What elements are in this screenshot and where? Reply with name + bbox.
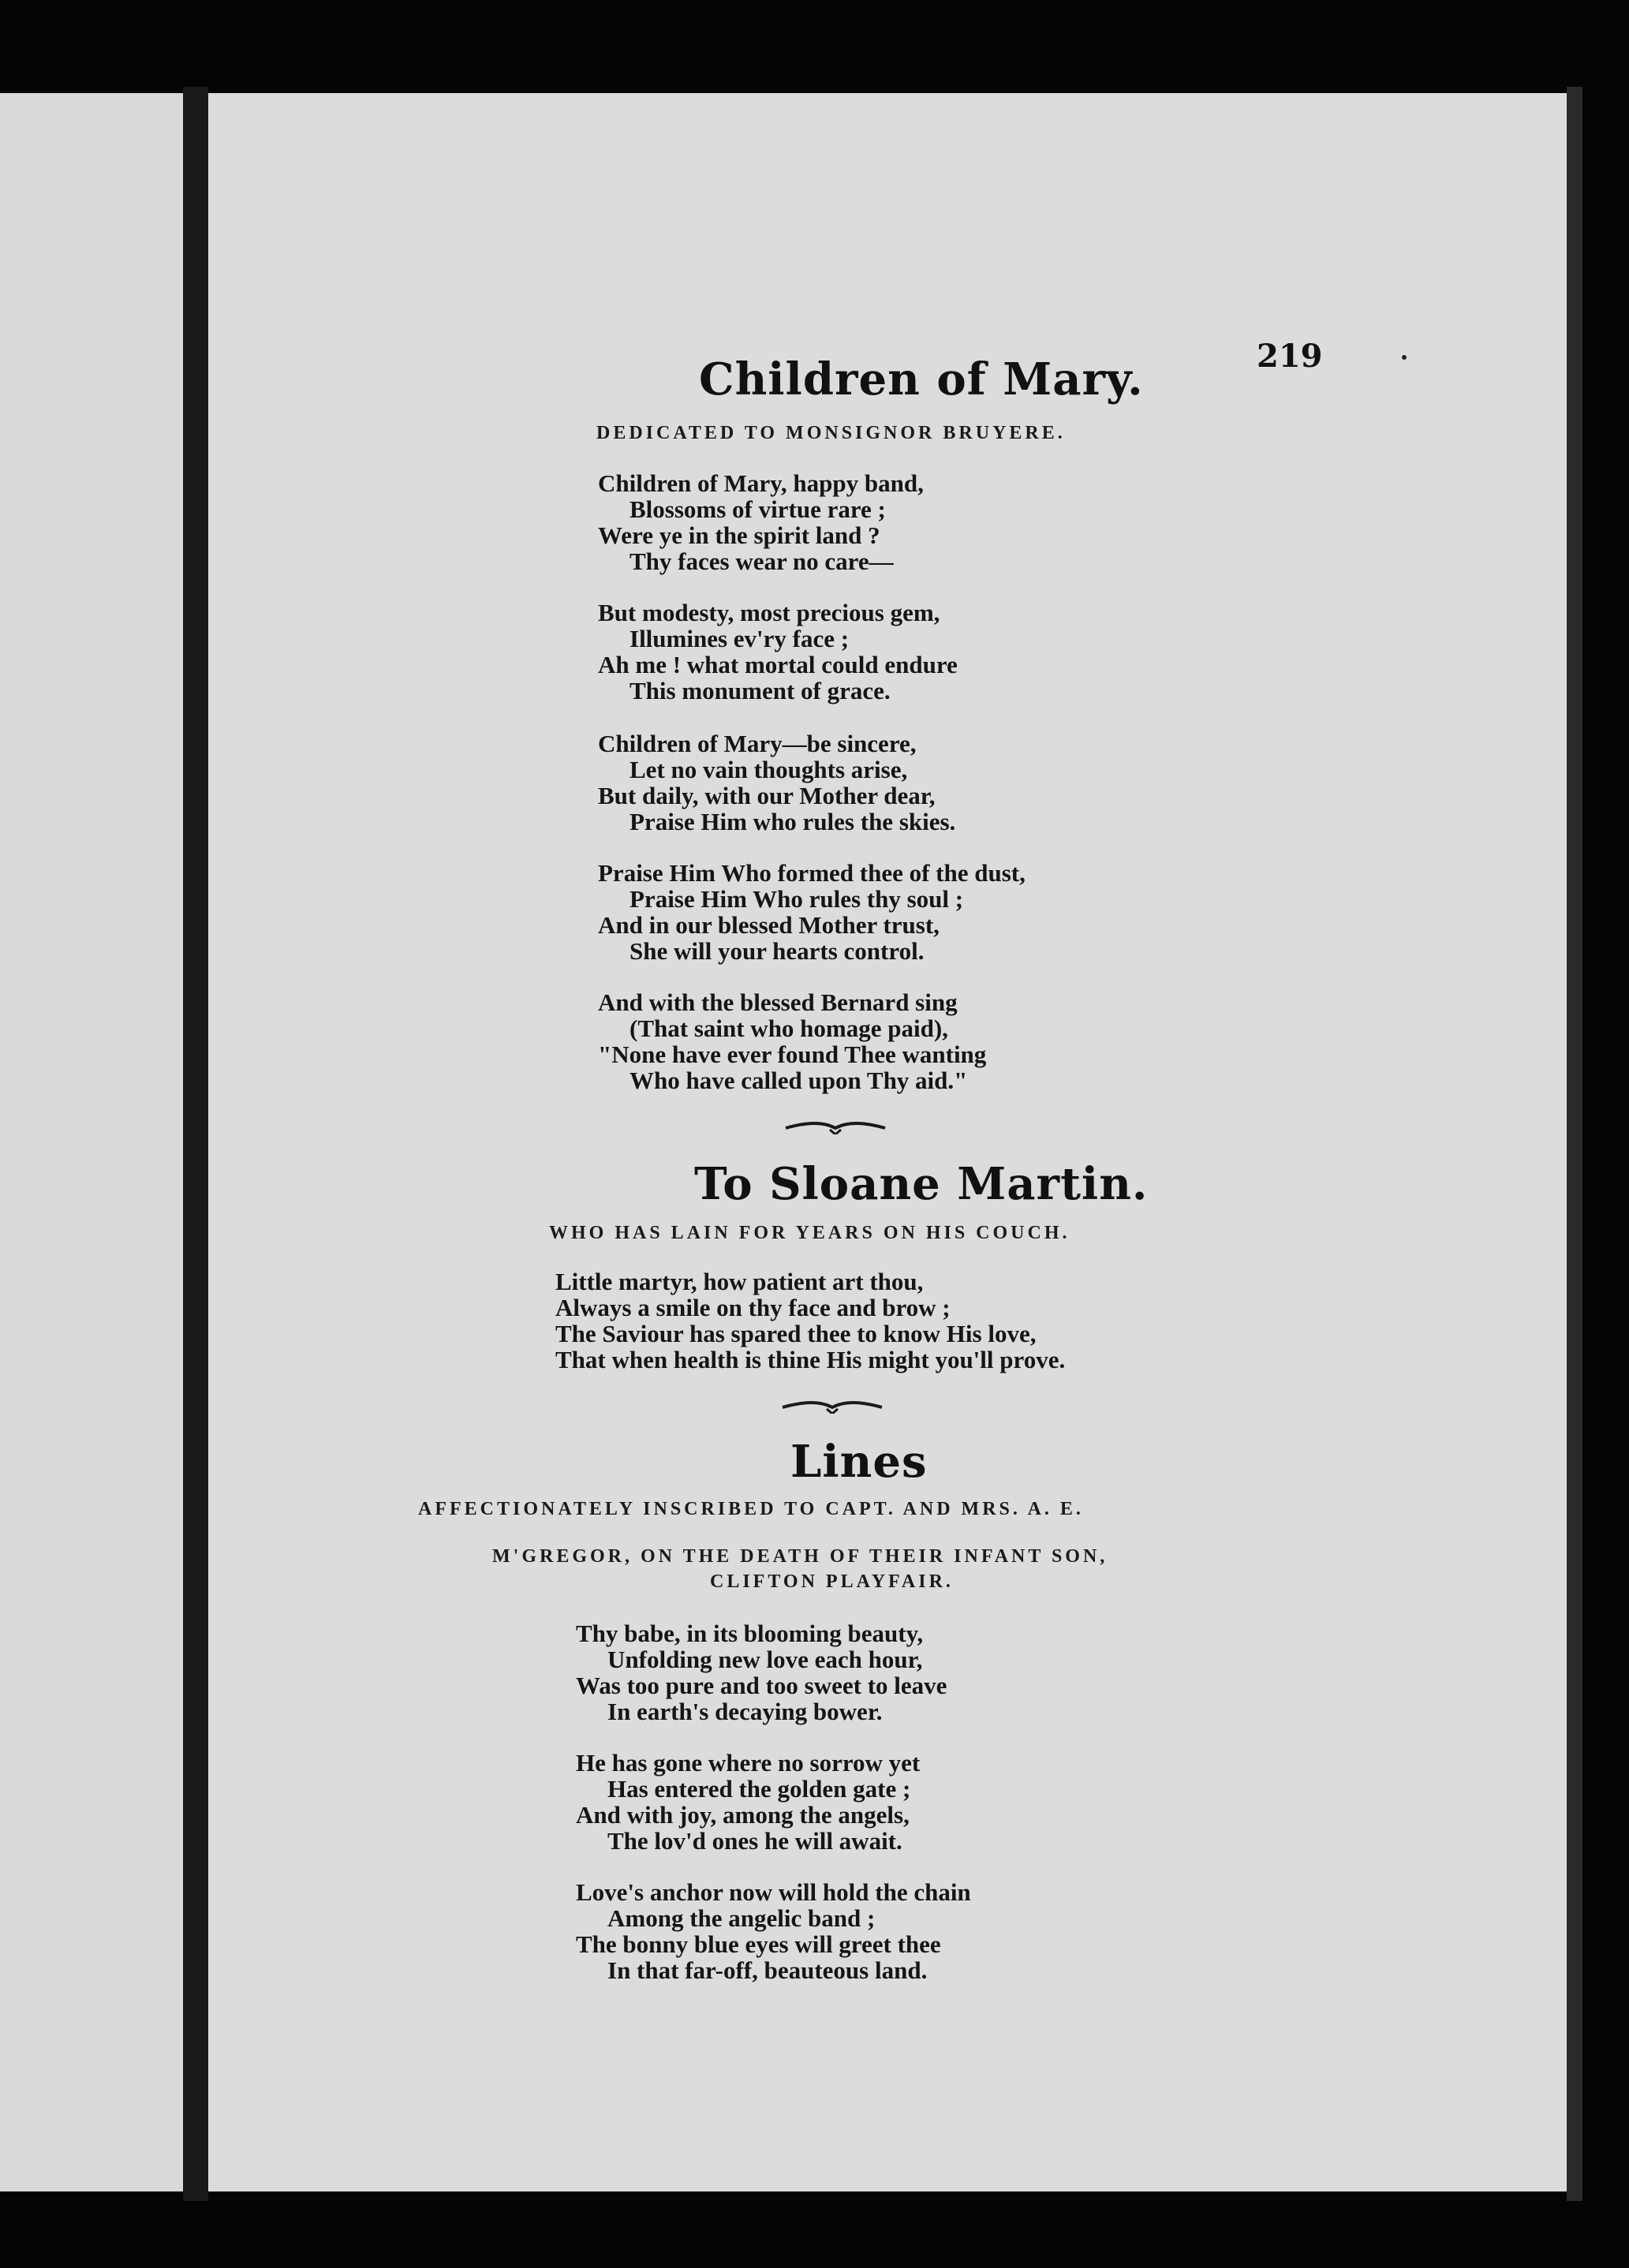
stanza [598, 860, 1026, 964]
stanza [555, 1269, 1065, 1373]
verse-line: Children of Mary—be sincere, [598, 730, 917, 757]
verse-line: Praise Him Who formed thee of the dust, [598, 859, 1026, 887]
poem-title: To Sloane Martin. [694, 1158, 1149, 1210]
ink-speck [1402, 355, 1407, 360]
poem-dedication: AFFECTIONATELY INSCRIBED TO CAPT. AND MRS. A. E. [418, 1499, 1084, 1519]
verse-line: In earth's decaying bower. [607, 1698, 883, 1725]
stanza [576, 1750, 920, 1854]
book-page [208, 93, 1567, 2191]
stanza [576, 1879, 971, 1983]
verse-line: Little martyr, how patient art thou, [555, 1268, 924, 1295]
verse-line: She will your hearts control. [630, 937, 925, 965]
verse-line: Thy faces wear no care— [630, 547, 894, 575]
page-number: 219 [1257, 338, 1323, 375]
verse-line: Who have called upon Thy aid." [630, 1067, 968, 1094]
verse-line: "None have ever found Thee wanting [598, 1041, 987, 1068]
verse-line: This monument of grace. [630, 677, 891, 704]
verse-line: Let no vain thoughts arise, [630, 756, 908, 783]
poem-title: Lines [790, 1436, 928, 1488]
verse-line: Illumines ev'ry face ; [630, 625, 850, 652]
verse-line: Love's anchor now will hold the chain [576, 1878, 971, 1906]
verse-line: The bonny blue eyes will greet thee [576, 1930, 941, 1958]
verse-line: The Saviour has spared thee to know His love, [555, 1320, 1037, 1347]
verse-line: Always a smile on thy face and brow ; [555, 1294, 951, 1321]
stanza [576, 1620, 947, 1724]
verse-line: Ah me ! what mortal could endure [598, 651, 958, 678]
verse-line: Was too pure and too sweet to leave [576, 1672, 947, 1699]
verse-line: Blossoms of virtue rare ; [630, 495, 886, 523]
verse-line: Children of Mary, happy band, [598, 469, 924, 497]
stanza [598, 470, 924, 574]
verse-line: That when health is thine His might you'll prove. [555, 1346, 1066, 1373]
poem-dedication: DEDICATED TO MONSIGNOR BRUYERE. [596, 423, 1066, 443]
poem-dedication: CLIFTON PLAYFAIR. [710, 1571, 954, 1592]
book-gutter [183, 87, 208, 2201]
verse-line: Were ye in the spirit land ? [598, 521, 880, 549]
stanza [598, 730, 955, 835]
verse-line: Praise Him who rules the skies. [630, 808, 956, 835]
poem-title: Children of Mary. [699, 353, 1144, 405]
ornament-divider [784, 1119, 887, 1134]
verse-line: And in our blessed Mother trust, [598, 911, 940, 939]
verse-line: Praise Him Who rules thy soul ; [630, 885, 964, 913]
page-edge [1567, 87, 1582, 2201]
verse-line: Unfolding new love each hour, [607, 1646, 923, 1673]
verse-line: Has entered the golden gate ; [607, 1775, 911, 1803]
verse-line: But modesty, most precious gem, [598, 599, 940, 626]
ornament-divider [781, 1398, 884, 1414]
verse-line: But daily, with our Mother dear, [598, 782, 936, 809]
stanza [598, 600, 958, 704]
verse-line: Thy babe, in its blooming beauty, [576, 1620, 924, 1647]
verse-line: He has gone where no sorrow yet [576, 1749, 921, 1777]
facing-page-edge [0, 93, 183, 2191]
poem-dedication: M'GREGOR, ON THE DEATH OF THEIR INFANT SON, [492, 1546, 1108, 1567]
verse-line: The lov'd ones he will await. [607, 1827, 902, 1855]
verse-line: Among the angelic band ; [607, 1904, 876, 1932]
verse-line: And with joy, among the angels, [576, 1801, 910, 1829]
verse-line: In that far-off, beauteous land. [607, 1956, 928, 1984]
poem-dedication: WHO HAS LAIN FOR YEARS ON HIS COUCH. [549, 1223, 1070, 1243]
verse-line: (That saint who homage paid), [630, 1014, 948, 1042]
stanza [598, 989, 986, 1093]
verse-line: And with the blessed Bernard sing [598, 988, 958, 1016]
